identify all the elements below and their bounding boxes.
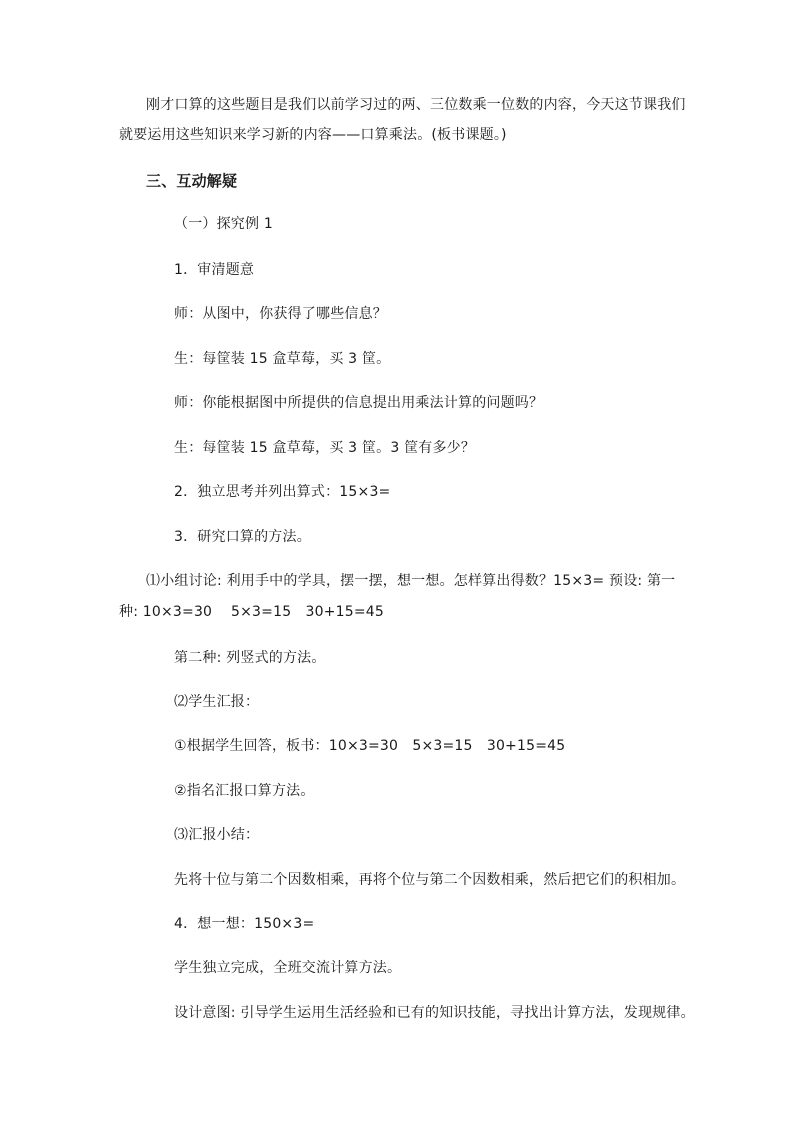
step2-text: 2．独立思考并列出算式：15×3= bbox=[174, 484, 391, 500]
student-answer-2: 生：每筐装 15 盒草莓，买 3 筐。3 筐有多少？ bbox=[174, 440, 476, 456]
teacher-question-1: 师：从图中，你获得了哪些信息？ bbox=[174, 306, 387, 322]
step3-text: 3．研究口算的方法。 bbox=[174, 529, 311, 545]
intro-line-2: 就要运用这些知识来学习新的内容——口算乘法。(板书课题。) bbox=[119, 127, 507, 143]
report-title: ⑵学生汇报： bbox=[174, 694, 260, 710]
step4-text: 学生独立完成，全班交流计算方法。 bbox=[174, 960, 402, 976]
discussion-line-1: ⑴小组讨论: 利用手中的学具，摆一摆，想一想。怎样算出得数？15×3= 预设: 第一 bbox=[146, 573, 676, 589]
step1-title: 1．审清题意 bbox=[174, 262, 255, 278]
report-item-1: ①根据学生回答，板书：10×3=30 5×3=15 30+15=45 bbox=[174, 738, 566, 754]
subsection-title: （一）探究例 1 bbox=[174, 216, 273, 232]
section-heading: 三、互动解疑 bbox=[146, 172, 238, 190]
teacher-question-2: 师：你能根据图中所提供的信息提出用乘法计算的问题吗？ bbox=[174, 395, 544, 411]
intro-line-1: 刚才口算的这些题目是我们以前学习过的两、三位数乘一位数的内容，今天这节课我们 bbox=[146, 97, 686, 113]
student-answer-1: 生：每筐装 15 盒草莓，买 3 筐。 bbox=[174, 351, 391, 367]
design-intent: 设计意图: 引导学生运用生活经验和已有的知识技能，寻找出计算方法，发现规律。 bbox=[174, 1005, 695, 1021]
summary-title: ⑶汇报小结： bbox=[174, 827, 260, 843]
discussion-line-2: 种: 10×3=30 5×3=15 30+15=45 bbox=[119, 604, 385, 620]
discussion-second-method: 第二种: 列竖式的方法。 bbox=[174, 650, 326, 666]
report-item-2: ②指名汇报口算方法。 bbox=[174, 783, 315, 799]
summary-text: 先将十位与第二个因数相乘，再将个位与第二个因数相乘，然后把它们的积相加。 bbox=[174, 872, 686, 888]
step4-title: 4．想一想：150×3= bbox=[174, 916, 315, 932]
